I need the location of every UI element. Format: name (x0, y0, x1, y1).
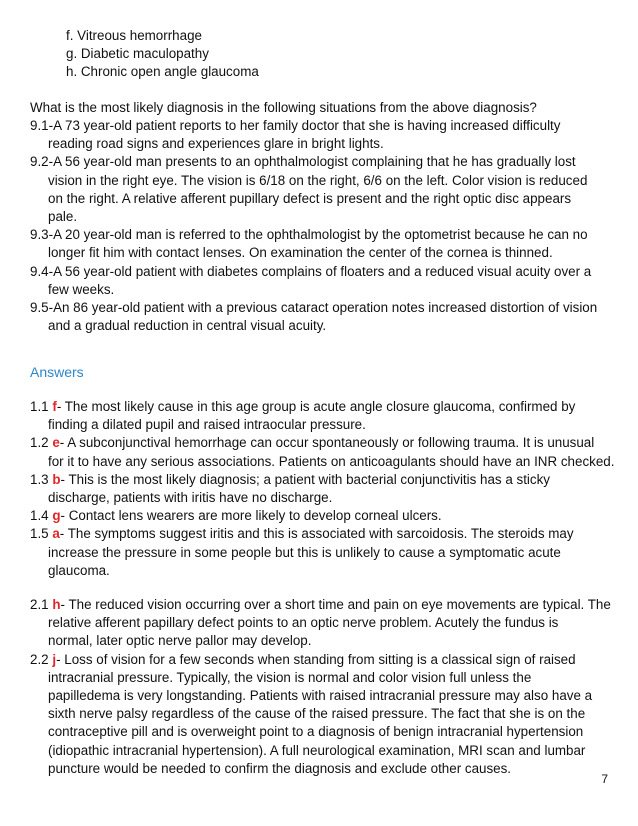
answer-text-continued: for it to have any serious associations. Patients on anticoagulants should have an INR checked. (48, 453, 615, 469)
question-text: A 56 year-old man presents to an ophthalmologist complaining that he has gradually lost (53, 154, 576, 170)
answer-text: - The reduced vision occurring over a short time and pain on eye movements are typical. The (60, 597, 611, 612)
question-number: 9.5- (30, 300, 54, 316)
answer-letter: b (52, 471, 61, 487)
question-number: 9.2- (30, 154, 54, 170)
answers-group-2 (30, 596, 616, 778)
answer-item (30, 434, 616, 470)
answer-item (30, 471, 616, 507)
question-text: A 56 year-old patient with diabetes complains of floaters and a reduced visual acuity over a (53, 263, 592, 279)
answer-number: 2.2 (30, 651, 53, 667)
answer-item (30, 507, 616, 525)
answer-item (30, 398, 616, 434)
answer-number: 1.1 (30, 399, 53, 414)
answer-number: 1.2 (30, 435, 53, 451)
question-text-continued: reading road signs and experiences glare in bright lights. (48, 136, 384, 152)
question-intro: What is the most likely diagnosis in the following situations from the above diagnosis? (30, 100, 537, 115)
answer-number: 1.3 (30, 471, 53, 487)
answer-text-continued: (idiopathic intracranial hypertension). A full neurological examination, MRI scan and lumbar (48, 742, 586, 758)
question-text: A 73 year-old patient reports to her family doctor that she is having increased difficulty (53, 118, 561, 133)
answer-letter: f (52, 399, 57, 414)
answer-text-continued: discharge, patients with iritis have no discharge. (48, 490, 333, 506)
option-g: g. Diabetic maculopathy (66, 46, 209, 61)
answer-letter: g (52, 508, 61, 524)
answer-text-continued: glaucoma. (48, 562, 110, 578)
answers-heading: Answers (30, 364, 84, 380)
answer-text-continued: sixth nerve palsy regardless of the cause of the raised pressure. The fact that she is on the (48, 706, 586, 722)
answer-text: - A subconjunctival hemorrhage can occur spontaneously or following trauma. It is unusual (59, 435, 595, 451)
answer-text: - The symptoms suggest iritis and this is associated with sarcoidosis. The steroids may (59, 526, 574, 542)
question-number: 9.1- (30, 118, 54, 133)
answer-item (30, 525, 616, 580)
answer-text: - This is the most likely diagnosis; a patient with bacterial conjunctivitis has a sticky (60, 471, 550, 487)
answer-text-continued: contraceptive pill and is overweight point to a diagnosis of benign intracranial hypertension (48, 724, 584, 740)
question-text-continued: longer fit him with contact lenses. On examination the center of the cornea is thinned. (48, 245, 553, 261)
option-h: h. Chronic open angle glaucoma (66, 64, 259, 79)
question-item (30, 226, 616, 262)
question-item (30, 153, 616, 226)
answer-text-continued: increase the pressure in some people but this is unlikely to cause a symptomatic acute (48, 544, 561, 560)
answer-text: - The most likely cause in this age group is acute angle closure glaucoma, confirmed by (56, 399, 576, 414)
answer-letter: h (52, 597, 61, 612)
page-number: 7 (601, 772, 608, 786)
question-item (30, 263, 616, 299)
answer-number: 1.4 (30, 508, 53, 524)
questions-list (30, 117, 616, 335)
option-f: f. Vitreous hemorrhage (66, 28, 202, 43)
question-number: 9.4- (30, 263, 54, 279)
question-text: A 20 year-old man is referred to the ophthalmologist by the optometrist because he can no (53, 227, 588, 243)
question-text-continued: and a gradual reduction in central visual acuity. (48, 318, 327, 334)
answer-number: 2.1 (30, 597, 53, 612)
answer-text-continued: relative afferent papillary defect points to an optic nerve problem. Acutely the fundus is (48, 615, 559, 631)
answer-letter: e (52, 435, 60, 451)
question-item (30, 117, 616, 153)
question-text: An 86 year-old patient with a previous cataract operation notes increased distortion of vision (53, 300, 598, 316)
answer-item (30, 651, 616, 778)
question-number: 9.3- (30, 227, 54, 243)
answer-text-continued: finding a dilated pupil and raised intraocular pressure. (48, 417, 366, 433)
answer-number: 1.5 (30, 526, 53, 542)
question-text-continued: vision in the right eye. The vision is 6/18 on the right, 6/6 on the left. Color vision is reduced (48, 172, 588, 188)
answer-letter: a (52, 526, 60, 542)
answer-text-continued: papilledema is very longstanding. Patients with raised intracranial pressure may also have a (48, 688, 593, 704)
question-text-continued: few weeks. (48, 281, 115, 297)
answer-item (30, 596, 616, 651)
answer-text: - Loss of vision for a few seconds when standing from sitting is a classical sign of raised (56, 651, 576, 667)
answer-text-continued: puncture would be needed to confirm the diagnosis and exclude other causes. (48, 760, 512, 776)
answer-text: - Contact lens wearers are more likely to develop corneal ulcers. (60, 508, 442, 524)
answers-group-1 (30, 398, 616, 580)
question-item (30, 299, 616, 335)
question-text-continued: pale. (48, 209, 78, 225)
answer-text-continued: intracranial pressure. Typically, the vision is normal and color vision full unless the (48, 669, 532, 685)
answer-text-continued: normal, later optic nerve pallor may develop. (48, 633, 312, 649)
question-text-continued: on the right. A relative afferent pupillary defect is present and the right optic disc appears (48, 190, 572, 206)
answer-letter: j (52, 651, 57, 667)
